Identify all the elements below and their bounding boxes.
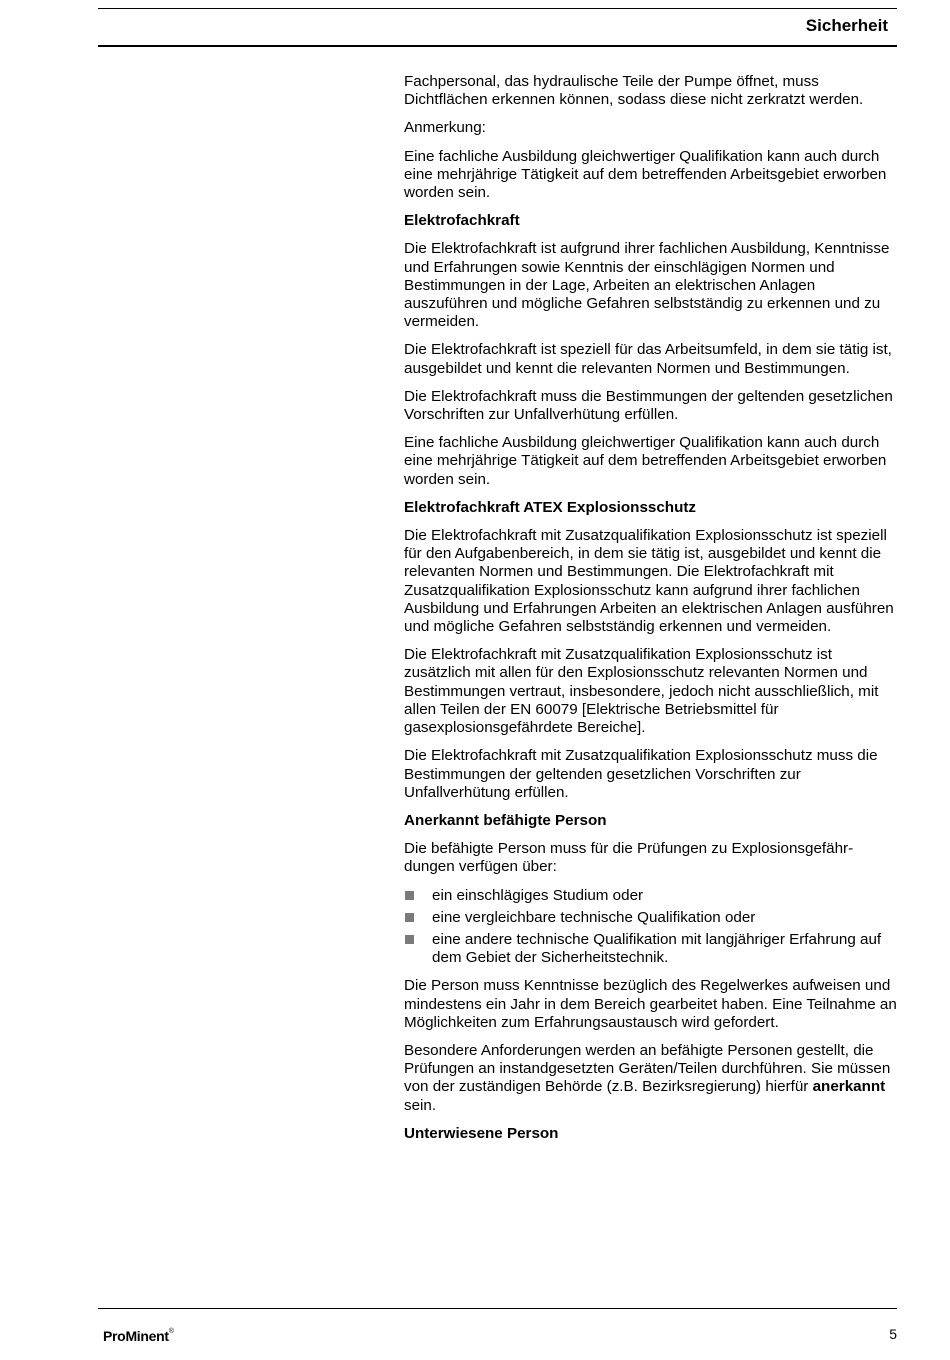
- list-item: [404, 909, 898, 927]
- paragraph: Die Elektrofachkraft mit Zusatzqualifikation Explosionsschutz muss die Bestimmungen der geltenden gesetzlichen Vorschriften zur Unfallverhütung erfüllen.: [404, 747, 878, 801]
- paragraph: Eine fachliche Ausbildung gleichwertiger Qualifikation kann auch durch eine mehrjährige Tätigkeit auf dem betreffenden Arbeitsgebiet erworben worden sein.: [404, 434, 887, 488]
- logo-text: ProMinent: [103, 1328, 169, 1344]
- emphasis-text: anerkannt: [812, 1078, 886, 1096]
- list-item-text: eine andere technische Qualifikation mit langjähriger Erfahrung auf dem Gebiet der Sicherheitstechnik.: [432, 930, 882, 967]
- paragraph: Fachpersonal, das hydraulische Teile der Pumpe öffnet, muss Dichtflächen erkennen können, sodass diese nicht zerkratzt werden.: [404, 73, 864, 109]
- paragraph: Die befähigte Person muss für die Prüfungen zu Explosionsgefährdungen verfügen über:: [404, 840, 854, 876]
- section-heading: Unterwiesene Person: [404, 1124, 559, 1142]
- section-heading: Elektrofachkraft: [404, 212, 520, 230]
- paragraph: Die Elektrofachkraft mit Zusatzqualifikation Explosionsschutz ist zusätzlich mit allen für den Explosionsschutz relevanten Normen und Bestimmungen vertraut, insbesondere, jedoch nicht ausschließlich, mit allen Teilen der EN 60079 [Elektrische Betriebsmittel für gasexplosionsgefährdete Bereiche].: [404, 646, 879, 737]
- footer-rule: [98, 1308, 897, 1309]
- paragraph: [404, 1042, 898, 1115]
- square-bullet-icon: [405, 891, 414, 900]
- registered-mark: ®: [168, 1328, 174, 1335]
- prominent-logo: [103, 1328, 174, 1344]
- paragraph: Die Person muss Kenntnisse bezüglich des Regelwerkes aufweisen und mindestens ein Jahr in dem Bereich gearbeitet haben. Eine Teilnahme an Möglichkeiten zum Erfahrungsaustausch wird gefordert.: [404, 977, 897, 1031]
- list-item: [404, 931, 898, 967]
- page-number: 5: [889, 1326, 897, 1342]
- section-heading: Anerkannt befähigte Person: [404, 811, 607, 829]
- paragraph: Anmerkung:: [404, 119, 486, 137]
- paragraph: Eine fachliche Ausbildung gleichwertiger Qualifikation kann auch durch eine mehrjährige Tätigkeit auf dem betreffenden Arbeitsgebiet erworben worden sein.: [404, 147, 887, 202]
- header-rule-top: [98, 8, 897, 9]
- paragraph: Die Elektrofachkraft ist aufgrund ihrer fachlichen Ausbildung, Kenntnisse und Erfahrungen sowie Kenntnis der einschlägigen Normen und Bestimmungen in der Lage, Arbeiten an elektrischen Anlagen auszuführen und mögliche Gefahren selbstständig zu erkennen und zu vermeiden.: [404, 240, 890, 331]
- section-heading: Elektrofachkraft ATEX Explosionsschutz: [404, 498, 697, 516]
- square-bullet-icon: [405, 913, 414, 922]
- paragraph: Die Elektrofachkraft muss die Bestimmungen der geltenden gesetzlichen Vorschriften zur Unfallverhütung erfüllen.: [404, 387, 893, 424]
- page-header-title: Sicherheit: [805, 16, 888, 35]
- header-rule: [98, 45, 897, 47]
- page-content: [404, 73, 898, 1153]
- list-item: [404, 887, 898, 905]
- list-item-text: eine vergleichbare technische Qualifikation oder: [432, 908, 756, 926]
- paragraph-text: Besondere Anforderungen werden an befähigte Personen gestellt, die Prüfungen an instandgesetzten Geräten/Teilen durchführen. Sie müssen von der zuständigen Behörde (z.B. Bezirksregierung) hierfür: [404, 1041, 891, 1096]
- paragraph: Die Elektrofachkraft mit Zusatzqualifikation Explosionsschutz ist speziell für den Aufgabenbereich, in dem sie tätig ist, ausgebildet und kennt die relevanten Normen und Bestimmungen. Die Elektrofachkraft mit Zusatzqualifikation Explosionsschutz kann aufgrund ihrer fachlichen Ausbildung und Erfahrungen Arbeiten an elektrischen Anlagen ausführen und mögliche Gefahren selbstständig erkennen und vermeiden.: [404, 527, 894, 636]
- paragraph-text-end: sein.: [404, 1096, 437, 1114]
- square-bullet-icon: [405, 935, 414, 944]
- list-item-text: ein einschlägiges Studium oder: [432, 886, 644, 904]
- qualification-list: [404, 887, 898, 968]
- paragraph: Die Elektrofachkraft ist speziell für das Arbeitsumfeld, in dem sie tätig ist, ausgebildet und kennt die relevanten Normen und Bestimmungen.: [404, 341, 892, 377]
